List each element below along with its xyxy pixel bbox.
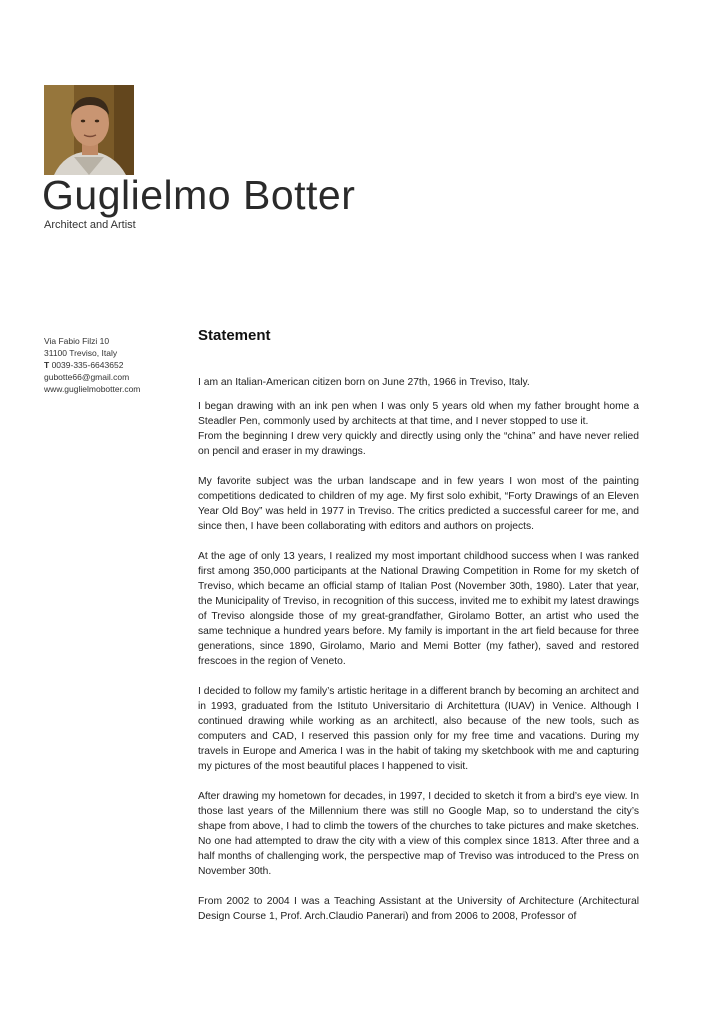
statement-paragraph: I am an Italian-American citizen born on June 27th, 1966 in Treviso, Italy. [198,377,530,388]
address-city: 31100 Treviso, Italy [44,348,118,358]
statement-body [198,375,639,924]
statement-paragraph: From the beginning I drew very quickly and directly using only the “china” and have never relied on pencil and eraser in my drawings. [198,431,639,457]
statement-paragraph: I began drawing with an ink pen when I was only 5 years old when my father brought home a Steadler Pen, commonly used by architects at that time, and I never stopped to use it. [198,401,639,427]
portrait-image [44,85,134,175]
phone-line [44,359,140,371]
statement-paragraph: My favorite subject was the urban landscape and in few years I won most of the painting competitions dedicated to children of my age. My first solo exhibit, “Forty Drawings of an Eleven Year Old Boy” was held in 1977 in Treviso. The critics predicted a successful career for me, and since then, I have been collaborating with editors and authors on projects. [198,476,639,532]
website-link[interactable]: www.guglielmobotter.com [44,384,141,394]
statement-paragraph: After drawing my hometown for decades, in 1997, I decided to sketch it from a bird’s eye view. In those last years of the Millennium there was still no Google Map, so to understand the city’s shape from above, I had to climb the towers of the churches to take pictures and make sketches. No one had attempted to draw the city with a view of this complex since 1813. After three and a half months of challenging work, the perspective map of Treviso was introduced to the Press on November 30th. [198,791,639,877]
statement-paragraph: From 2002 to 2004 I was a Teaching Assistant at the University of Architecture (Architectural Design Course 1, Prof. Arch.Claudio Panerari) and from 2006 to 2008, Professor of [198,896,639,922]
statement-paragraph: I decided to follow my family’s artistic heritage in a different branch by becoming an architect and in 1993, graduated from the Istituto Universitario di Architettura (IUAV) in Venice. Although I continued drawing while working as an architectl, also because of the new tools, such as computers and CAD, I reserved this passion only for my free time and vacations. During my travels in Europe and America I was in the habit of taking my sketchbook with me and capturing my pictures of the most beautiful places I happened to visit. [198,686,639,772]
phone-number[interactable]: 0039-335-6643652 [51,360,124,370]
phone-label: T [44,360,50,370]
email-link[interactable]: gubotte66@gmail.com [44,372,130,382]
person-name: Guglielmo Botter [42,172,356,218]
address-street: Via Fabio Filzi 10 [44,336,110,346]
contact-block [44,335,140,395]
profile-photo [44,85,134,175]
statement-paragraph: At the age of only 13 years, I realized my most important childhood success when I was ranked first among 350,000 participants at the National Drawing Competition in Rome for my sketch of Treviso, which became an official stamp of Italian Post (November 30th, 1980). Later that year, the Municipality of Treviso, in recognition of this success, invited me to exhibit my latest drawings of Treviso alongside those of my great-grandfather, Girolamo Botter, an artist who used the same technique a hundred years before. My family is important in the art field because for three generations, since 1890, Girolamo, Mario and Memi Botter (my father), saved and restored frescoes in the region of Veneto. [198,551,639,667]
section-title: Statement [198,327,271,344]
person-role: Architect and Artist [44,219,136,231]
